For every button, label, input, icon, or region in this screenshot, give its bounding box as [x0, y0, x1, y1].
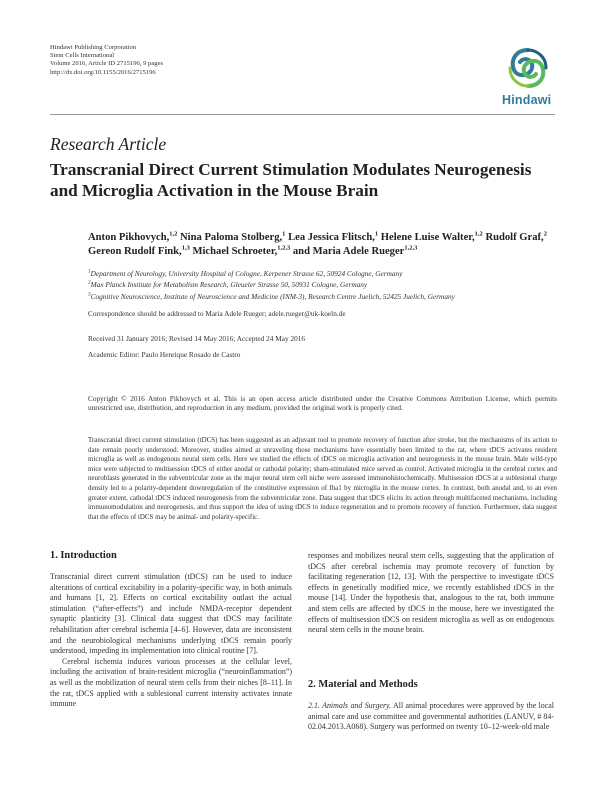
abstract: Transcranial direct current stimulation (tDCS) has been suggested as an adjuvant tool to promote recovery of function after stroke, but the mechanisms of its action to date remain poorly understood. Moreover, studies aimed at unraveling those mechanisms have essentially been limited to the rat, where tDCS activates resident microglia as well as endogenous neural stem cells. Here we studied the effects of tDCS on microglia activation and neurogenesis in the mouse brain. Male wild-type mice were subjected to multisession tDCS of either anodal or cathodal polarity; sham-stimulated mice served as control. Activated microglia in the cerebral cortex and neuroblasts generated in the subventricular zone as the major neural stem cell niche were assessed immunohistochemically. Multisession tDCS at a sublesional charge density led to a polarity-dependent downregulation of the constitutive expression of Iba1 by microglia in the mouse cortex. In contrast, both anodal and, to an even greater extent, cathodal tDCS induced neurogenesis from the subventricular zone. Data suggest that tDCS elicits its action through multifaceted mechanisms, including immunomodulation and neurogenesis, and thus support the idea of using tDCS to induce regeneration and to promote recovery of function. Furthermore, data suggest that the effects of tDCS may be animal- and polarity-specific.: [88, 436, 557, 521]
article-dates: Received 31 January 2016; Revised 14 May 2016; Accepted 24 May 2016: [88, 334, 306, 343]
subsection-heading: 2.1. Animals and Surgery.: [308, 701, 392, 710]
hindawi-logo-icon: [500, 46, 556, 92]
author: Nina Paloma Stolberg,$^1$: [180, 230, 286, 243]
section-title-methods: 2. Material and Methods: [308, 679, 418, 690]
journal-header: [50, 44, 163, 77]
section-title-introduction: 1. Introduction: [50, 550, 117, 561]
correspondence: Correspondence should be addressed to Maria Adele Rueger; adele.rueger@uk-koeln.de: [88, 309, 346, 318]
paragraph: 2.1. Animals and Surgery. All animal procedures were approved by the local animal care and use committee and governmental authorities (LANUV, # 84-02.04.2013.A068). Surgery was performed on twenty 10–12-week-old male: [308, 701, 554, 732]
paragraph: responses and mobilizes neural stem cells, suggesting that the application of tDCS after cerebral ischemia may promote recovery of function by facilitating regeneration [12, 13]. With the perspective to investigate tDCS effects in genetically modified mice, we recently established tDCS in the mouse [14]. Under the hypothesis that, analogous to the rat, both immune and stem cells are affected by tDCS in the mouse, here we investigated the effects of multisession tDCS on resident microglia as well as on endogenous neural stem cells in the mouse brain.: [308, 551, 554, 635]
journal-name: Stem Cells International: [50, 52, 115, 60]
article-type: Research Article: [50, 134, 167, 154]
copyright-notice: Copyright © 2016 Anton Pikhovych et al. This is an open access article distributed under the Creative Commons Attribution License, which permits unrestricted use, distribution, and reproduction in any medium, provided the original work is properly cited.: [88, 394, 557, 413]
paragraph: Cerebral ischemia induces various processes at the cellular level, including the activation of brain-resident microglia (“neuroinflammation”) as well as the mobilization of neural stem cells from their niches [8–11]. In the rat, tDCS applied with a sublesional current intensity activates innate immune: [50, 656, 292, 709]
author-list: [88, 231, 558, 260]
introduction-continued: [308, 551, 554, 636]
author: Gereon Rudolf Fink,$^{1,3}$: [88, 244, 190, 258]
author: Anton Pikhovych,$^{1,2}$: [88, 230, 178, 243]
affiliation: $^3$Cognitive Neuroscience, Institute of Neuroscience and Medicine (INM-3), Research Centre Juelich, 52425 Juelich, Germany: [88, 291, 455, 301]
author: Michael Schroeter,$^{1,2,3}$: [192, 244, 291, 258]
paragraph: Transcranial direct current stimulation (tDCS) can be used to induce alterations of cortical excitability in a polarity-specific way, in both animals and humans [1, 2]. Effects on cortical excitability outlast the actual stimulation (“after-effects”) and include NMDA-receptor dependent synaptic plasticity [3]. Clinical data suggest that tDCS may facilitate rehabilitation after cerebral ischemia [4–6]. However, data are inconsistent and the neurobiological mechanisms underlying tDCS remain poorly understood, impeding its implementation into clinical routine [7].: [50, 572, 292, 656]
header-divider: [50, 114, 555, 115]
affiliation: $^1$Department of Neurology, University Hospital of Cologne, Kerpener Strasse 62, 50924 Cologne, Germany: [88, 268, 403, 278]
introduction-body: [50, 572, 292, 710]
volume-line: Volume 2016, Article ID 2715196, 9 pages: [50, 60, 164, 68]
hindawi-logo: [500, 46, 556, 106]
author: Rudolf Graf,$^2$: [485, 230, 547, 243]
author: Lea Jessica Flitsch,$^1$: [288, 230, 379, 243]
author: and Maria Adele Rueger$^{1,2,3}$: [292, 244, 418, 258]
logo-wordmark: Hindawi: [502, 93, 552, 107]
affiliation-list: [88, 268, 558, 302]
paper-title: Transcranial Direct Current Stimulation Modulates Neurogenesis and Microglia Activation in the Mouse Brain: [50, 160, 532, 200]
author: Helene Luise Walter,$^{1,2}$: [380, 230, 483, 243]
doi-link[interactable]: http://dx.doi.org/10.1155/2016/2715196: [50, 68, 156, 76]
affiliation: $^2$Max Planck Institute for Metabolism Research, Gleueler Strasse 50, 50931 Cologne, Germany: [88, 279, 368, 290]
academic-editor: Academic Editor: Paulo Henrique Rosado de Castro: [88, 350, 241, 359]
methods-body: [308, 701, 554, 733]
publisher-name: Hindawi Publishing Corporation: [50, 44, 137, 51]
